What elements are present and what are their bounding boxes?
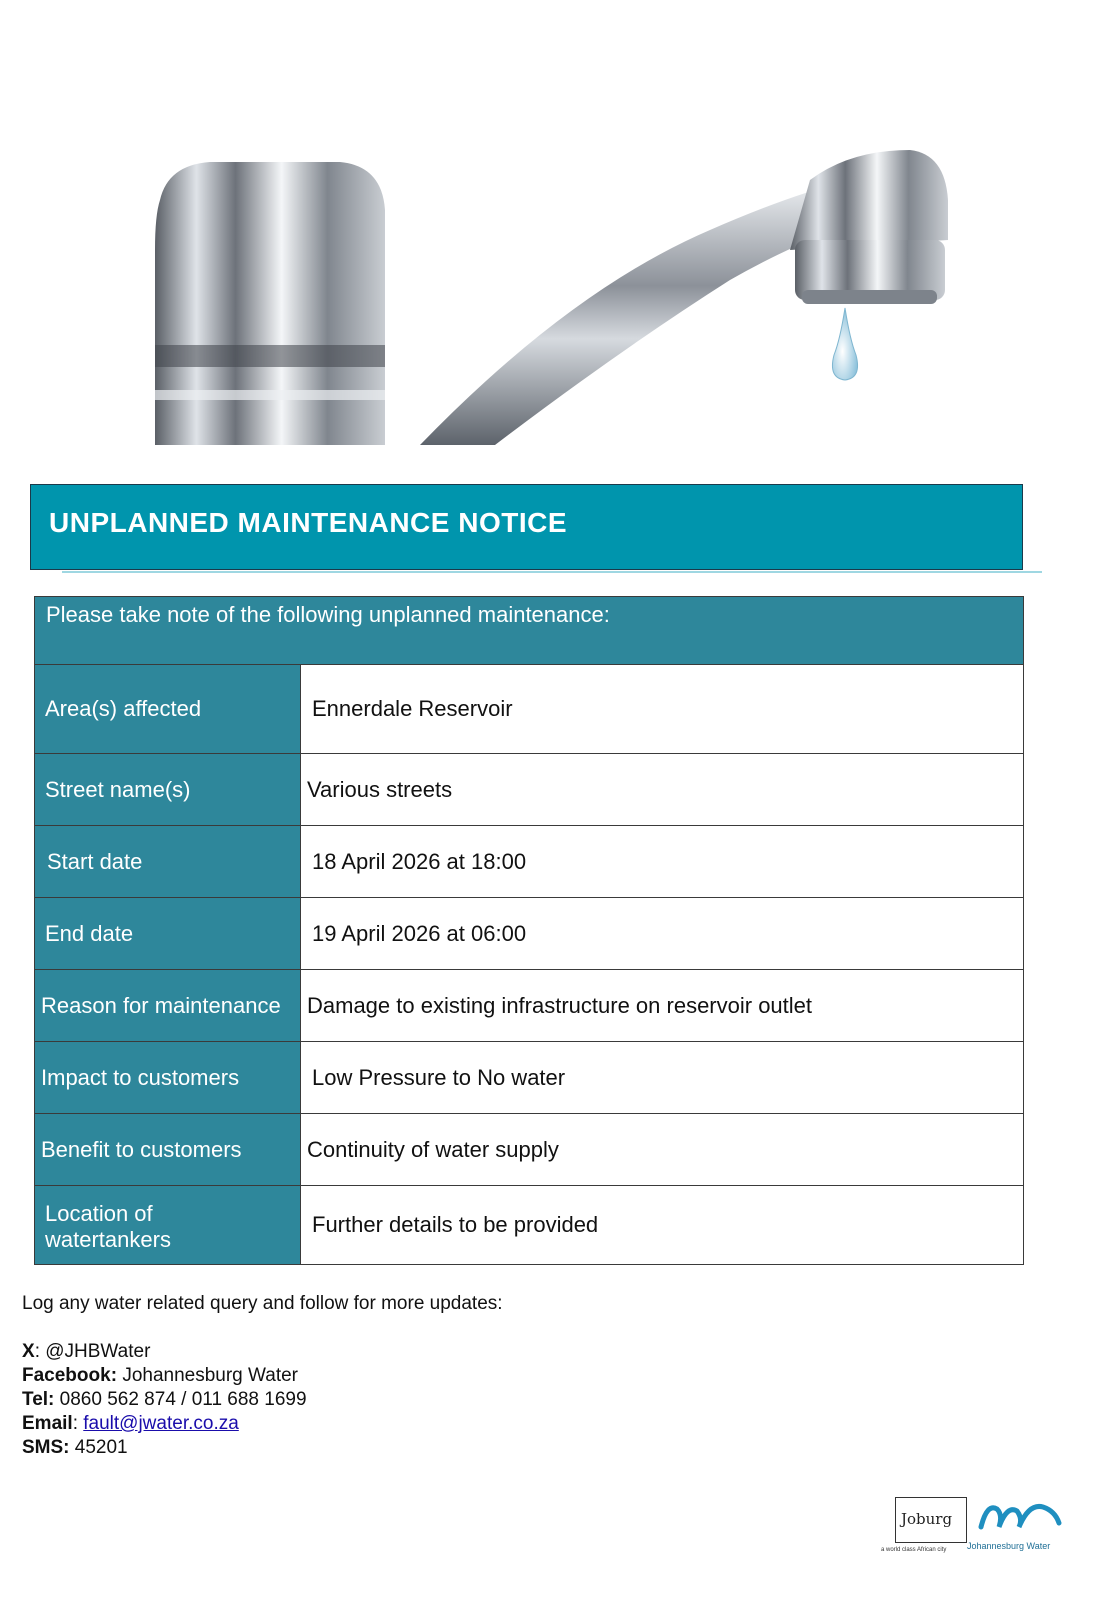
- x-label: X: [22, 1341, 35, 1362]
- row-label-reason: Reason for maintenance: [35, 970, 301, 1042]
- row-label-impact: Impact to customers: [35, 1042, 301, 1114]
- contact-email: Email: fault@jwater.co.za: [22, 1413, 239, 1434]
- row-value-reason: Damage to existing infrastructure on reservoir outlet: [301, 970, 1024, 1042]
- contact-x: X: @JHBWater: [22, 1341, 151, 1362]
- contact-tel: [22, 1388, 503, 1412]
- row-value-impact: Low Pressure to No water: [301, 1042, 1024, 1114]
- table-row: [35, 1114, 1024, 1186]
- row-value-start-date: 18 April 2026 at 18:00: [301, 826, 1024, 898]
- email-label: Email: [22, 1413, 73, 1434]
- johannesburg-water-text: Johannesburg Water: [967, 1541, 1051, 1551]
- row-value-area: Ennerdale Reservoir: [301, 665, 1024, 754]
- notice-banner: [30, 484, 1023, 570]
- table-row: [35, 970, 1024, 1042]
- banner-underline: [62, 571, 1042, 573]
- x-handle: @JHBWater: [45, 1341, 151, 1362]
- row-label-watertankers: [35, 1186, 301, 1265]
- spacer: [22, 1316, 503, 1340]
- facebook-label: Facebook:: [22, 1365, 118, 1386]
- row-value-streets: Various streets: [301, 754, 1024, 826]
- joburg-logo-text: Joburg: [901, 1510, 953, 1528]
- table-row: [35, 754, 1024, 826]
- table-row: [35, 898, 1024, 970]
- table-row: [35, 826, 1024, 898]
- row-label-streets: Street name(s): [35, 754, 301, 826]
- row-label-watertankers-text: Location of watertankers: [45, 1201, 171, 1252]
- tel-label: Tel:: [22, 1389, 55, 1410]
- joburg-tagline: a world class African city: [881, 1547, 947, 1553]
- faucet-image: [150, 140, 980, 455]
- contact-info: [22, 1292, 503, 1460]
- johannesburg-water-logo-icon: [973, 1497, 1065, 1537]
- facebook-value: Johannesburg Water: [122, 1365, 298, 1386]
- sms-label: SMS:: [22, 1437, 70, 1458]
- contact-intro: Log any water related query and follow for more updates:: [22, 1293, 503, 1314]
- maintenance-table: [34, 596, 1024, 1265]
- tel-value: 0860 562 874 / 011 688 1699: [59, 1389, 307, 1410]
- row-label-benefit: Benefit to customers: [35, 1114, 301, 1186]
- notice-title: UNPLANNED MAINTENANCE NOTICE: [49, 507, 567, 538]
- contact-sms: [22, 1436, 503, 1460]
- table-header-row: [35, 597, 1024, 665]
- row-value-end-date: 19 April 2026 at 06:00: [301, 898, 1024, 970]
- row-label-start-date: Start date: [35, 826, 301, 898]
- row-label-end-date: End date: [35, 898, 301, 970]
- table-row: [35, 1186, 1024, 1265]
- table-intro: Please take note of the following unplanned maintenance:: [35, 597, 1024, 665]
- table-row: [35, 1042, 1024, 1114]
- footer-logos: [881, 1497, 1085, 1572]
- table-row: [35, 665, 1024, 754]
- row-label-area: Area(s) affected: [35, 665, 301, 754]
- row-value-benefit: Continuity of water supply: [301, 1114, 1024, 1186]
- email-link[interactable]: fault@jwater.co.za: [83, 1413, 239, 1434]
- sms-value: 45201: [74, 1437, 128, 1458]
- row-value-watertankers: Further details to be provided: [301, 1186, 1024, 1265]
- contact-facebook: [22, 1364, 503, 1388]
- joburg-logo: [895, 1497, 967, 1543]
